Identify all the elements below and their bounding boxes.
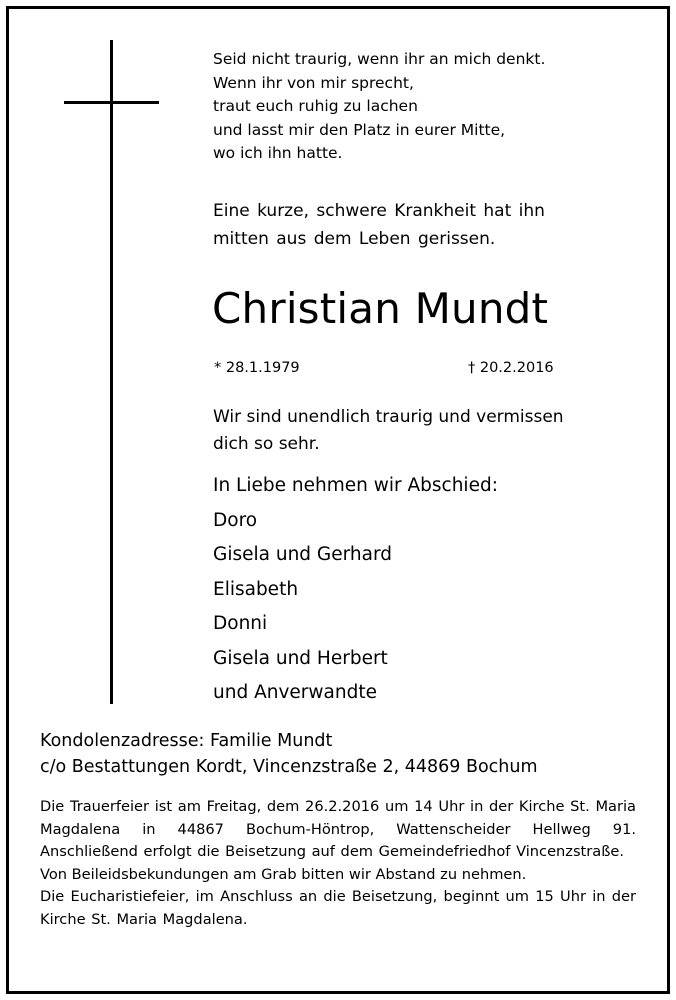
- death-date: † 20.2.2016: [468, 360, 554, 376]
- bereaved-item: Elisabeth: [213, 578, 299, 600]
- poem-line: Wenn ihr von mir sprecht,: [213, 73, 414, 92]
- condolence-line: c/o Bestattungen Kordt, Vincenzstraße 2, 44869 Bochum: [40, 756, 538, 777]
- mourning-line: Wir sind unendlich traurig und vermissen: [213, 407, 564, 427]
- condolence-line: Kondolenzadresse: Familie Mundt: [40, 731, 333, 751]
- bereaved-item: und Anverwandte: [213, 682, 377, 703]
- eucharist-info: Die Eucharistiefeier, im Anschluss an die Beisetzung, beginnt um 15 Uhr in der Kirche St. Maria Magdalena.: [40, 888, 636, 928]
- funeral-details: [40, 796, 636, 931]
- bereaved-item: Doro: [213, 509, 258, 531]
- bereaved-item: Donni: [213, 613, 268, 634]
- poem-line: traut euch ruhig zu lachen: [213, 97, 418, 115]
- cross-icon-bar: [64, 101, 159, 104]
- intro-line: Eine kurze, schwere Krankheit hat ihn: [213, 201, 545, 221]
- condolence-address: [40, 729, 538, 780]
- poem-line: wo ich ihn hatte.: [213, 144, 343, 162]
- birth-date: * 28.1.1979: [214, 360, 300, 376]
- poem: [213, 48, 545, 166]
- deceased-name: Christian Mundt: [212, 284, 549, 333]
- bereaved-item: Gisela und Herbert: [213, 647, 388, 669]
- intro-text: [213, 197, 545, 253]
- poem-line: und lasst mir den Platz in eurer Mitte,: [213, 120, 506, 139]
- mourning-line: dich so sehr.: [213, 434, 320, 454]
- bereaved-heading: In Liebe nehmen wir Abschied:: [213, 475, 498, 496]
- mourning-text: [213, 404, 564, 458]
- intro-line: mitten aus dem Leben gerissen.: [213, 229, 496, 249]
- bereaved-list: [213, 469, 498, 711]
- cross-icon: [110, 40, 113, 704]
- condolence-note: Von Beileidsbekundungen am Grab bitten wir Abstand zu nehmen.: [40, 865, 527, 883]
- bereaved-item: Gisela und Gerhard: [213, 544, 393, 565]
- poem-line: Seid nicht traurig, wenn ihr an mich denkt.: [213, 50, 546, 68]
- funeral-info: Die Trauerfeier ist am Freitag, dem 26.2.2016 um 14 Uhr in der Kirche St. Maria Magdalena in 44867 Bochum-Höntrop, Wattenscheider Hellweg 91. Anschließend erfolgt die Beisetzung auf dem Gemeindefriedhof Vincenzstraße.: [40, 798, 636, 860]
